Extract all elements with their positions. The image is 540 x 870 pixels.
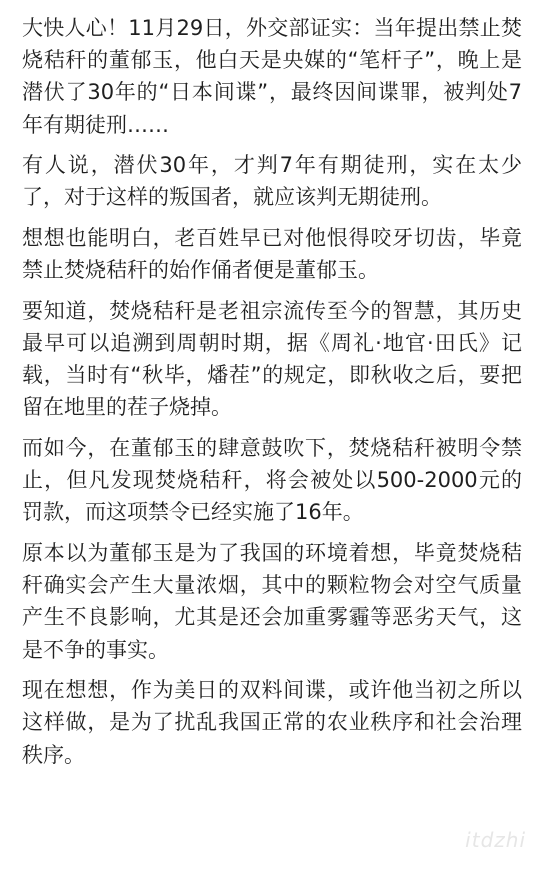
article-paragraph: 而如今，在董郁玉的肆意鼓吹下，焚烧秸秆被明令禁止，但凡发现焚烧秸秆，将会被处以500-2000元的罚款，而这项禁令已经实施了16年。 (22, 436, 522, 525)
article-paragraph: 想想也能明白，老百姓早已对他恨得咬牙切齿，毕竟禁止焚烧秸秆的始作俑者便是董郁玉。 (22, 226, 522, 283)
article-paragraph: 现在想想，作为美日的双料间谍，或许他当初之所以这样做，是为了扰乱我国正常的农业秩序和社会治理秩序。 (22, 678, 522, 767)
article-body (22, 12, 522, 779)
article-paragraph: 有人说，潜伏30年，才判7年有期徒刑，实在太少了，对于这样的叛国者，就应该判无期徒刑。 (22, 153, 522, 210)
watermark: itdzhi (465, 828, 526, 852)
article-paragraph: 大快人心！11月29日，外交部证实：当年提出禁止焚烧秸秆的董郁玉，他白天是央媒的“笔杆子”，晚上是潜伏了30年的“日本间谍”，最终因间谍罪，被判处7年有期徒刑…… (22, 16, 522, 137)
article-paragraph: 原本以为董郁玉是为了我国的环境着想，毕竟焚烧秸秆确实会产生大量浓烟，其中的颗粒物会对空气质量产生不良影响，尤其是还会加重雾霾等恶劣天气，这是不争的事实。 (22, 541, 522, 662)
article-paragraph: 要知道，焚烧秸秆是老祖宗流传至今的智慧，其历史最早可以追溯到周朝时期，据《周礼·地官·田氏》记载，当时有“秋毕，燔茬”的规定，即秋收之后，要把留在地里的茬子烧掉。 (22, 298, 522, 420)
